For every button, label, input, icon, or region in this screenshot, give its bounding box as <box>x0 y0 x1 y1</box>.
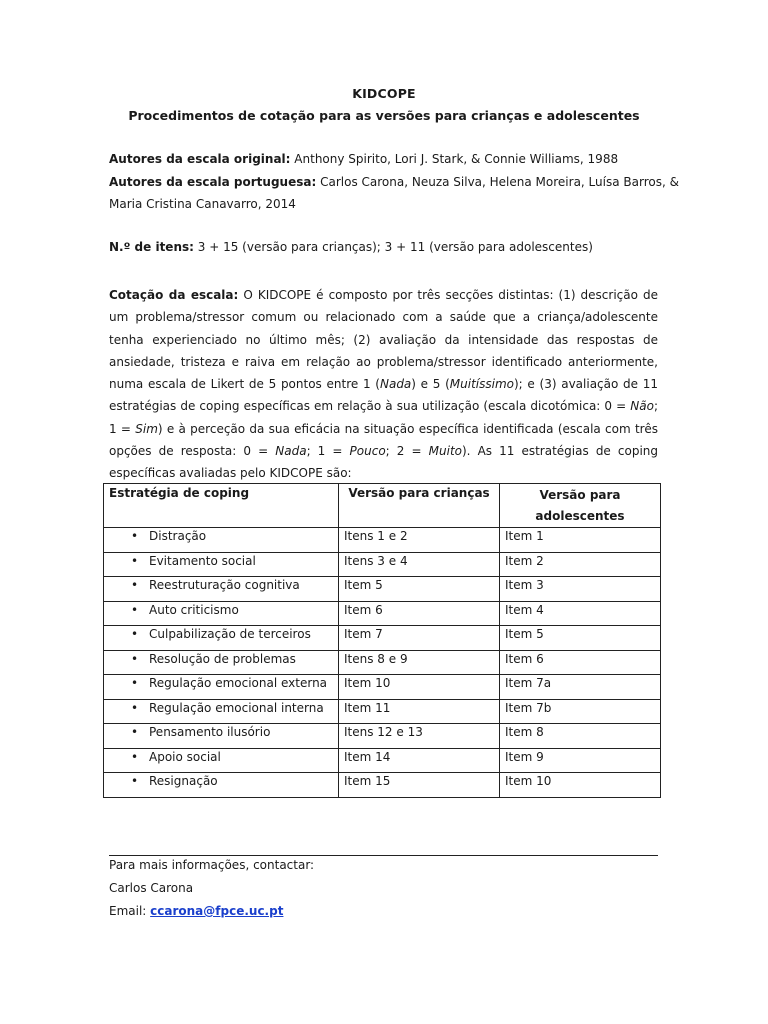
strategy-name: Regulação emocional interna <box>149 700 324 715</box>
scoring-text: ; 1 = <box>109 399 658 436</box>
authors-original <box>109 151 618 167</box>
scoring-label: Cotação da escala: <box>109 288 239 302</box>
strategy-cell <box>104 577 339 602</box>
scoring-term-nao: Não <box>630 399 654 414</box>
footer-more-info: Para mais informações, contactar: <box>109 858 315 872</box>
bullet-icon: • <box>131 602 139 617</box>
bullet-icon: • <box>131 529 139 543</box>
strategy-name: Regulação emocional externa <box>149 676 328 690</box>
table-row <box>104 577 661 602</box>
children-item-cell: Item 14 <box>339 748 500 773</box>
items-count-value: 3 + 15 (versão para crianças); 3 + 11 (versão para adolescentes) <box>197 240 593 254</box>
authors-portuguese-line2: Maria Cristina Canavarro, 2014 <box>109 197 296 211</box>
items-count-label: N.º de itens: <box>109 240 194 254</box>
bullet-icon: • <box>131 749 139 764</box>
scoring-text: ) e à perceção da sua eficácia na situação específica identificada (escala com três opções de resposta: 0 = <box>109 421 658 459</box>
header-children-version: Versão para crianças <box>339 484 500 528</box>
table-row <box>104 699 661 724</box>
children-item-cell: Item 6 <box>339 601 500 626</box>
authors-original-value: Anthony Spirito, Lori J. Stark, & Connie Williams, 1988 <box>294 152 619 166</box>
bullet-icon: • <box>131 676 139 690</box>
strategy-cell <box>104 601 339 626</box>
footer-contact-name: Carlos Carona <box>109 881 194 895</box>
strategy-name: Reestruturação cognitiva <box>149 578 300 592</box>
scoring-term-muito: Muito <box>428 444 462 459</box>
authors-original-label: Autores da escala original: <box>109 152 291 166</box>
scoring-text: ); e (3) avaliação de 11 estratégias de coping específicas em relação à sua utilização (escala dicotómica: 0 = <box>109 377 659 414</box>
adolescents-item-cell: Item 9 <box>500 748 661 773</box>
children-item-cell: Itens 8 e 9 <box>339 650 500 675</box>
strategy-name: Resignação <box>149 774 218 788</box>
authors-portuguese <box>109 174 679 190</box>
document-subtitle: Procedimentos de cotação para as versões para crianças e adolescentes <box>128 108 640 123</box>
email-link[interactable]: ccarona@fpce.uc.pt <box>150 904 284 918</box>
bullet-icon: • <box>131 553 139 568</box>
adolescents-item-cell: Item 8 <box>500 724 661 749</box>
adolescents-item-cell: Item 10 <box>500 773 661 798</box>
adolescents-item-cell: Item 6 <box>500 650 661 675</box>
table-row <box>104 552 661 577</box>
strategy-cell <box>104 773 339 798</box>
table-row <box>104 528 661 553</box>
strategy-cell <box>104 748 339 773</box>
scoring-term-nada: Nada <box>379 377 412 392</box>
strategy-name: Resolução de problemas <box>149 651 296 666</box>
scoring-term-nada: Nada <box>275 444 307 459</box>
adolescents-item-cell: Item 7b <box>500 699 661 724</box>
strategy-cell <box>104 724 339 749</box>
table-row <box>104 748 661 773</box>
bullet-icon: • <box>131 774 139 788</box>
children-item-cell: Item 15 <box>339 773 500 798</box>
strategy-cell <box>104 552 339 577</box>
table-row <box>104 601 661 626</box>
bullet-icon: • <box>131 700 139 715</box>
scoring-text: O KIDCOPE é composto por três secções distintas: (1) descrição de um problema/stressor comum ou relacionado com a saúde que a criança/adolescente tenha experienciado no último mês; (2) avaliação da intensidade das respostas de ansiedade, tristeza e raiva em relação ao problema/stressor identificado anteriormente, numa escala de Likert de 5 pontos entre 1 ( <box>109 288 658 392</box>
children-item-cell: Item 10 <box>339 675 500 700</box>
children-item-cell: Item 5 <box>339 577 500 602</box>
footer-divider <box>109 855 658 856</box>
children-item-cell: Itens 12 e 13 <box>339 724 500 749</box>
bullet-icon: • <box>131 725 139 739</box>
adolescents-item-cell: Item 2 <box>500 552 661 577</box>
coping-strategies-table <box>103 483 661 798</box>
table-row <box>104 626 661 651</box>
bullet-icon: • <box>131 651 139 666</box>
table-row <box>104 773 661 798</box>
strategy-name: Pensamento ilusório <box>149 725 271 739</box>
scoring-text: ; 2 = <box>385 444 429 459</box>
children-item-cell: Item 7 <box>339 626 500 651</box>
strategy-name: Auto criticismo <box>149 602 239 617</box>
strategy-cell <box>104 626 339 651</box>
scoring-text: ). As 11 estratégias de coping específicas avaliadas pelo KIDCOPE são: <box>109 444 659 481</box>
table-header-row <box>104 484 661 528</box>
children-item-cell: Item 11 <box>339 699 500 724</box>
scoring-text: ) e 5 ( <box>411 377 450 392</box>
adolescents-item-cell: Item 5 <box>500 626 661 651</box>
table-row <box>104 724 661 749</box>
bullet-icon: • <box>131 578 139 592</box>
footer-email <box>109 903 283 919</box>
authors-portuguese-value-line1: Carlos Carona, Neuza Silva, Helena Moreira, Luísa Barros, & <box>320 175 679 189</box>
adolescents-item-cell: Item 1 <box>500 528 661 553</box>
authors-portuguese-label: Autores da escala portuguesa: <box>109 175 317 189</box>
children-item-cell: Itens 3 e 4 <box>339 552 500 577</box>
children-item-cell: Itens 1 e 2 <box>339 528 500 553</box>
adolescents-item-cell: Item 4 <box>500 601 661 626</box>
strategy-name: Culpabilização de terceiros <box>149 627 311 641</box>
strategy-cell <box>104 699 339 724</box>
adolescents-item-cell: Item 7a <box>500 675 661 700</box>
table-row <box>104 650 661 675</box>
strategy-cell <box>104 675 339 700</box>
header-adolescents-version: Versão para adolescentes <box>500 484 661 528</box>
scoring-term-pouco: Pouco <box>349 444 386 459</box>
strategy-cell <box>104 528 339 553</box>
table-row <box>104 675 661 700</box>
footer-email-label: Email: <box>109 904 151 918</box>
header-strategy: Estratégia de coping <box>104 484 339 528</box>
strategy-name: Distração <box>149 529 207 543</box>
scoring-term-muitissimo: Muitíssimo <box>449 377 514 392</box>
items-count <box>109 239 593 255</box>
strategy-name: Apoio social <box>149 749 221 764</box>
adolescents-item-cell: Item 3 <box>500 577 661 602</box>
bullet-icon: • <box>131 627 139 641</box>
strategy-cell <box>104 650 339 675</box>
scoring-text: ; 1 = <box>306 444 350 459</box>
scoring-paragraph <box>109 284 658 485</box>
scoring-term-sim: Sim <box>135 421 158 436</box>
document-title: KIDCOPE <box>352 86 416 101</box>
strategy-name: Evitamento social <box>149 553 256 568</box>
